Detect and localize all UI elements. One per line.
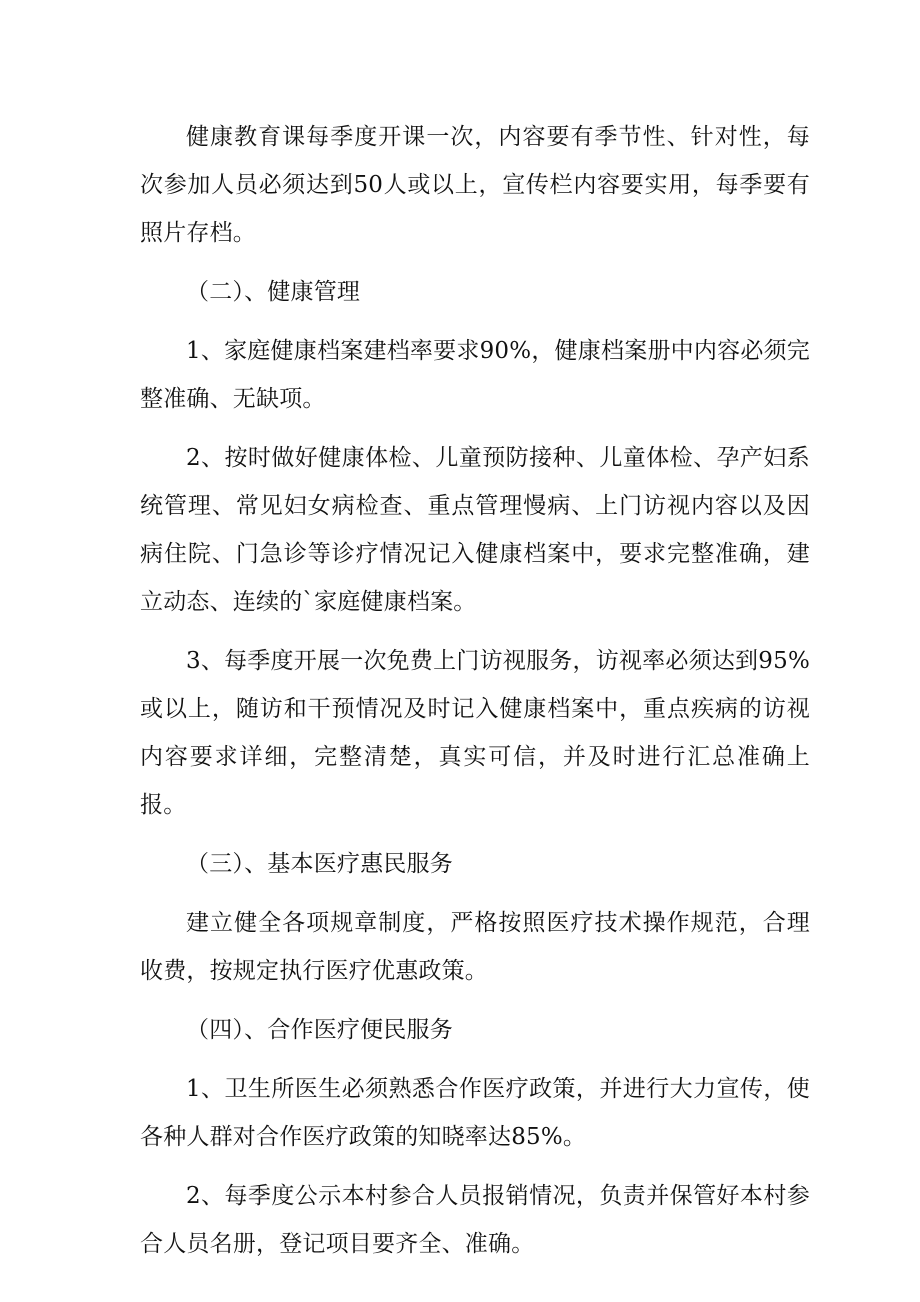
- paragraph-reimbursement-disclosure: 2、每季度公示本村参合人员报销情况，负责并保管好本村参合人员名册，登记项目要齐全、准确。: [140, 1183, 810, 1257]
- paragraph-regulations: 建立健全各项规章制度，严格按照医疗技术操作规范，合理收费，按规定执行医疗优惠政策。: [140, 910, 810, 984]
- paragraph-cooperative-policy: 1、卫生所医生必须熟悉合作医疗政策，并进行大力宣传，使各种人群对合作医疗政策的知晓率达85%。: [140, 1076, 810, 1150]
- paragraph-home-visits: 3、每季度开展一次免费上门访视服务，访视率必须达到95%或以上，随访和干预情况及时记入健康档案中，重点疾病的访视内容要求详细，完整清楚，真实可信，并及时进行汇总准确上报。: [140, 648, 810, 818]
- paragraph-health-education: 健康教育课每季度开课一次，内容要有季节性、针对性，每次参加人员必须达到50人或以上，宣传栏内容要实用，每季要有照片存档。: [140, 124, 810, 246]
- document-body: [140, 113, 810, 1279]
- section-heading-basic-medical-service: （三）、基本医疗惠民服务: [186, 851, 453, 877]
- paragraph-health-checkups: 2、按时做好健康体检、儿童预防接种、儿童体检、孕产妇系统管理、常见妇女病检查、重点管理慢病、上门访视内容以及因病住院、门急诊等诊疗情况记入健康档案中，要求完整准确，建立动态、连续的`家庭健康档案。: [140, 445, 810, 615]
- section-heading-cooperative-medical-service: （四）、合作医疗便民服务: [186, 1017, 453, 1043]
- paragraph-health-records-rate: 1、家庭健康档案建档率要求90%，健康档案册中内容必须完整准确、无缺项。: [140, 338, 810, 412]
- section-heading-health-management: （二）、健康管理: [186, 279, 361, 305]
